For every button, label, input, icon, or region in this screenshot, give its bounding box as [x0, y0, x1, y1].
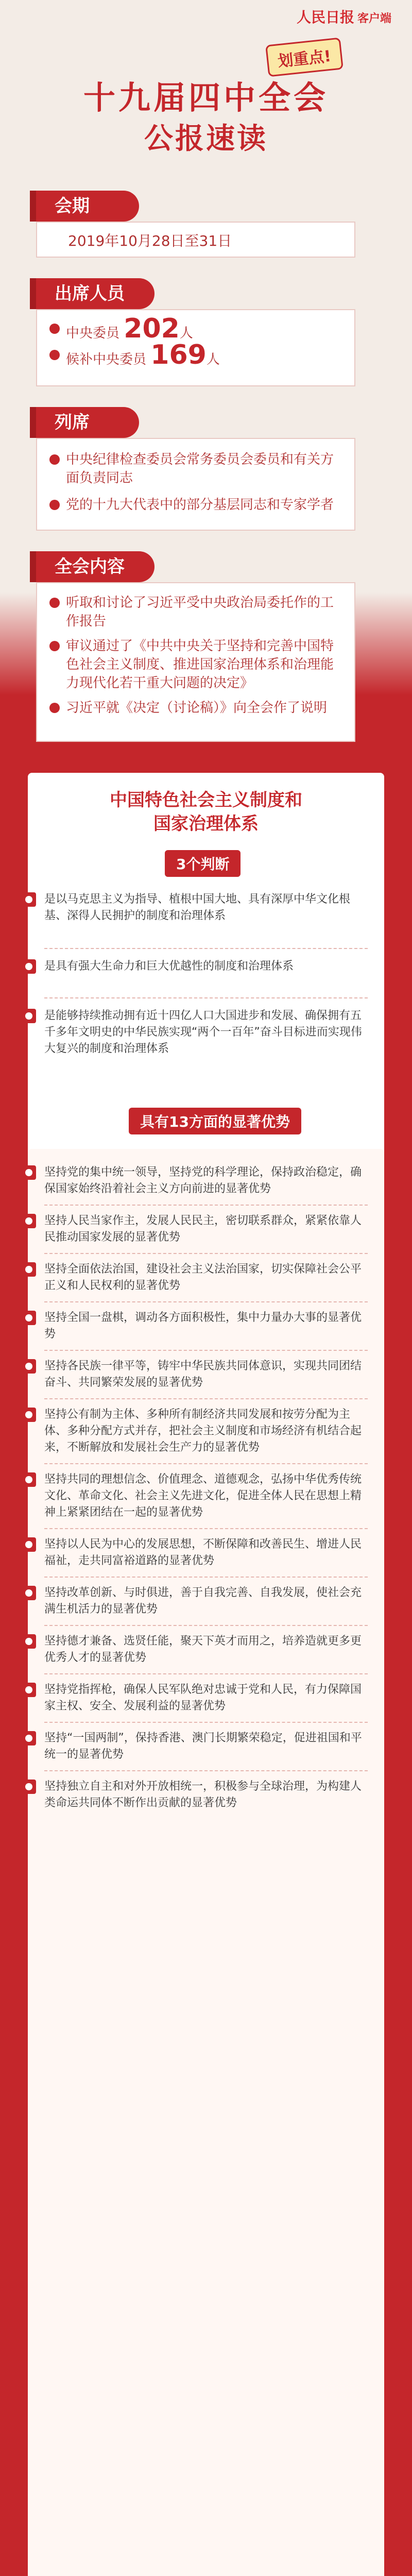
advantage-item: 坚持独立自主和对外开放相统一，积极参与全球治理，为构建人类命运共同体不断作出贡献的显著优势 [44, 1778, 368, 1811]
judgment-item: 是以马克思主义为指导、植根中国大地、具有深厚中华文化根基、深得人民拥护的制度和治理体系 [44, 891, 368, 924]
check-icon [22, 1262, 36, 1277]
advantage-item: 坚持共同的理想信念、价值理念、道德观念，弘扬中华优秀传统文化、革命文化、社会主义先进文化，促进全体人民在思想上精神上紧紧团结在一起的显著优势 [44, 1471, 368, 1521]
divider [44, 1625, 368, 1626]
dot-icon [49, 324, 60, 334]
attendance-row: 中央委员 202人 [37, 319, 354, 343]
check-icon [22, 1311, 36, 1325]
system-title: 中国特色社会主义制度和 国家治理体系 [110, 790, 302, 834]
advantage-item: 坚持公有制为主体、多种所有制经济共同发展和按劳分配为主体、多种分配方式并存，把社会主义制度和市场经济有机结合起来，不断解放和发展社会生产力的显著优势 [44, 1406, 368, 1456]
divider [44, 1301, 368, 1302]
check-icon [22, 1537, 36, 1552]
content-item: 听取和讨论了习近平受中央政治局委托作的工作报告 [37, 594, 354, 631]
advantage-item: 坚持德才兼备、选贤任能，聚天下英才而用之，培养造就更多更优秀人才的显著优势 [44, 1633, 368, 1666]
attendance-count: 169 [150, 340, 207, 370]
divider [44, 1205, 368, 1206]
check-icon [22, 1359, 36, 1374]
divider [44, 1350, 368, 1351]
dot-icon [49, 350, 60, 360]
divider [44, 948, 368, 949]
judgment-item: 是具有强大生命力和巨大优越性的制度和治理体系 [44, 958, 368, 975]
check-icon [22, 1214, 36, 1228]
divider [44, 1253, 368, 1254]
attendance-row: 候补中央委员 169人 [37, 346, 354, 369]
meeting-label: 会期 [36, 191, 139, 222]
advantage-item: 坚持改革创新、与时俱进，善于自我完善、自我发展，使社会充满生机活力的显著优势 [44, 1585, 368, 1618]
dot-icon [49, 500, 60, 510]
attendance-box [36, 309, 355, 386]
advantage-item: 坚持全面依法治国，建设社会主义法治国家，切实保障社会公平正义和人民权利的显著优势 [44, 1261, 368, 1294]
advantage-item: 坚持党指挥枪，确保人民军队绝对忠诚于党和人民，有力保障国家主权、安全、发展利益的显著优势 [44, 1682, 368, 1715]
check-icon [22, 1586, 36, 1600]
advantages-tag: 具有13方面的显著优势 [129, 1108, 301, 1134]
check-icon [22, 1165, 36, 1180]
divider [44, 1722, 368, 1723]
page-subtitle: 公报速读 [144, 122, 268, 156]
dot-icon [49, 598, 60, 608]
check-icon [22, 959, 36, 974]
dot-icon [49, 703, 60, 713]
check-icon [22, 1634, 36, 1649]
meeting-date: 2019年10月28日至31日 [68, 232, 232, 249]
content-item: 审议通过了《中共中央关于坚持和完善中国特色社会主义制度、推进国家治理体系和治理能力现代化若干重大问题的决定》 [37, 637, 354, 692]
brand-logo: 人民日报 客户端 [296, 9, 391, 26]
divider [44, 997, 368, 998]
content-item: 习近平就《决定（讨论稿）》向全会作了说明 [37, 699, 354, 717]
check-icon [22, 1780, 36, 1794]
divider [44, 1577, 368, 1578]
judgment-item: 是能够持续推动拥有近十四亿人口大国进步和发展、确保拥有五千多年文明史的中华民族实现“两个一百年”奋斗目标进而实现伟大复兴的制度和治理体系 [44, 1008, 368, 1057]
divider [44, 1463, 368, 1464]
check-icon [22, 892, 36, 907]
attendance-count: 202 [124, 313, 180, 344]
advantage-item: 坚持党的集中统一领导，坚持党的科学理论，保持政治稳定，确保国家始终沿着社会主义方向前进的显著优势 [44, 1164, 368, 1197]
advantage-item: 坚持以人民为中心的发展思想，不断保障和改善民生、增进人民福祉，走共同富裕道路的显著优势 [44, 1536, 368, 1569]
check-icon [22, 1683, 36, 1697]
dot-icon [49, 641, 60, 651]
meeting-box [36, 222, 355, 258]
check-icon [22, 1009, 36, 1023]
observers-box [36, 438, 355, 531]
dot-icon [49, 454, 60, 465]
check-icon [22, 1408, 36, 1422]
observer-item: 党的十九大代表中的部分基层同志和专家学者 [37, 496, 354, 514]
advantage-item: 坚持人民当家作主，发展人民民主，密切联系群众，紧紧依靠人民推动国家发展的显著优势 [44, 1213, 368, 1246]
observer-item: 中央纪律检查委员会常务委员会委员和有关方面负责同志 [37, 450, 354, 487]
divider [44, 1528, 368, 1529]
divider [44, 1398, 368, 1399]
advantage-item: 坚持“一国两制”，保持香港、澳门长期繁荣稳定，促进祖国和平统一的显著优势 [44, 1730, 368, 1763]
check-icon [22, 1731, 36, 1745]
judgments-tag: 3个判断 [165, 850, 241, 877]
content-label: 全会内容 [36, 551, 154, 582]
observers-label: 列席 [36, 407, 139, 438]
divider [44, 1673, 368, 1674]
advantage-item: 坚持各民族一律平等，铸牢中华民族共同体意识，实现共同团结奋斗、共同繁荣发展的显著优势 [44, 1358, 368, 1391]
highlight-badge: 划重点! [265, 38, 343, 77]
check-icon [22, 1472, 36, 1487]
content-box [36, 582, 355, 742]
divider [44, 1770, 368, 1771]
attendance-label: 出席人员 [36, 278, 154, 309]
advantage-item: 坚持全国一盘棋，调动各方面积极性，集中力量办大事的显著优势 [44, 1310, 368, 1343]
page-title: 十九届四中全会 [83, 79, 329, 116]
